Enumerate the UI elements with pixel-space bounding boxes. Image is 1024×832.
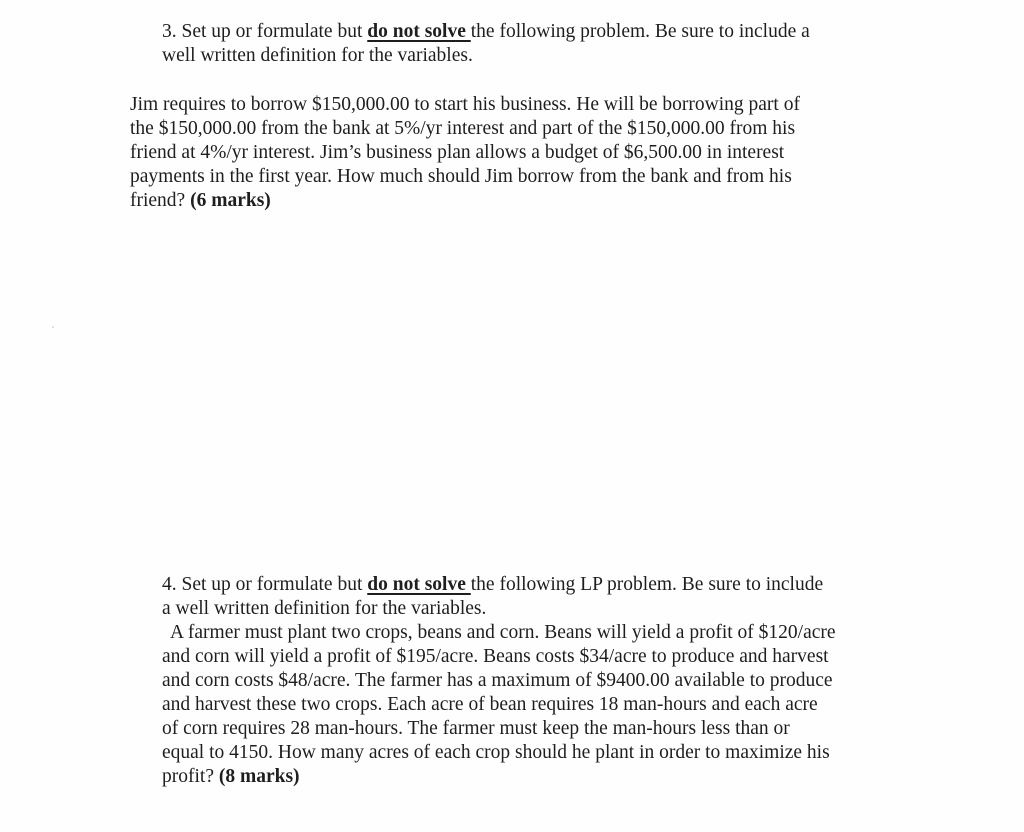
question-3-text-line: the $150,000.00 from the bank at 5%/yr interest and part of the $150,000.00 from his [130, 118, 796, 139]
question-4-instruction-prefix: 4. Set up or formulate but [162, 574, 368, 595]
question-4-last-line [162, 765, 892, 789]
question-4-instruction-suffix: the following LP problem. Be sure to include [470, 574, 824, 595]
question-4-text-line: of corn requires 28 man-hours. The farmer must keep the man-hours less than or [162, 718, 790, 739]
question-4-instruction-line-2: a well written definition for the variables. [162, 598, 487, 619]
question-4-text-line: equal to 4150. How many acres of each crop should he plant in order to maximize his [162, 742, 830, 763]
question-3-text-line: friend at 4%/yr interest. Jim’s business plan allows a budget of $6,500.00 in interest [130, 142, 785, 163]
question-4-marks: (8 marks) [218, 766, 300, 787]
question-4-instruction-line-1 [162, 573, 882, 597]
question-3-last-line [130, 189, 870, 213]
scan-speck [52, 326, 54, 328]
question-3-text-line: Jim requires to borrow $150,000.00 to start his business. He will be borrowing part of [130, 94, 800, 115]
question-4-text-line: and harvest these two crops. Each acre of bean requires 18 man-hours and each acre [162, 694, 818, 715]
question-4-text-line: and corn will yield a profit of $195/acre. Beans costs $34/acre to produce and harvest [162, 646, 829, 667]
do-not-solve-emphasis: do not solve [367, 21, 471, 42]
question-3-instructions [162, 20, 882, 68]
question-4-problem-text [162, 621, 892, 789]
question-3-problem-text [130, 93, 870, 213]
question-3-instruction-prefix: 3. Set up or formulate but [162, 21, 368, 42]
question-4-last-line-text: profit? [162, 766, 219, 787]
question-4-text-line: and corn costs $48/acre. The farmer has a maximum of $9400.00 available to produce [162, 670, 833, 691]
question-3-instruction-line-1 [162, 20, 882, 44]
question-3-instruction-line-2: well written definition for the variables. [162, 45, 473, 66]
question-4-instructions [162, 573, 882, 621]
question-3-last-line-text: friend? [130, 190, 191, 211]
do-not-solve-emphasis: do not solve [367, 574, 471, 595]
question-3-text-line: payments in the first year. How much should Jim borrow from the bank and from his [130, 166, 792, 187]
question-3-instruction-suffix: the following problem. Be sure to include a [470, 21, 810, 42]
question-4-text-line: A farmer must plant two crops, beans and corn. Beans will yield a profit of $120/acre [170, 622, 836, 643]
question-3-marks: (6 marks) [190, 190, 271, 211]
